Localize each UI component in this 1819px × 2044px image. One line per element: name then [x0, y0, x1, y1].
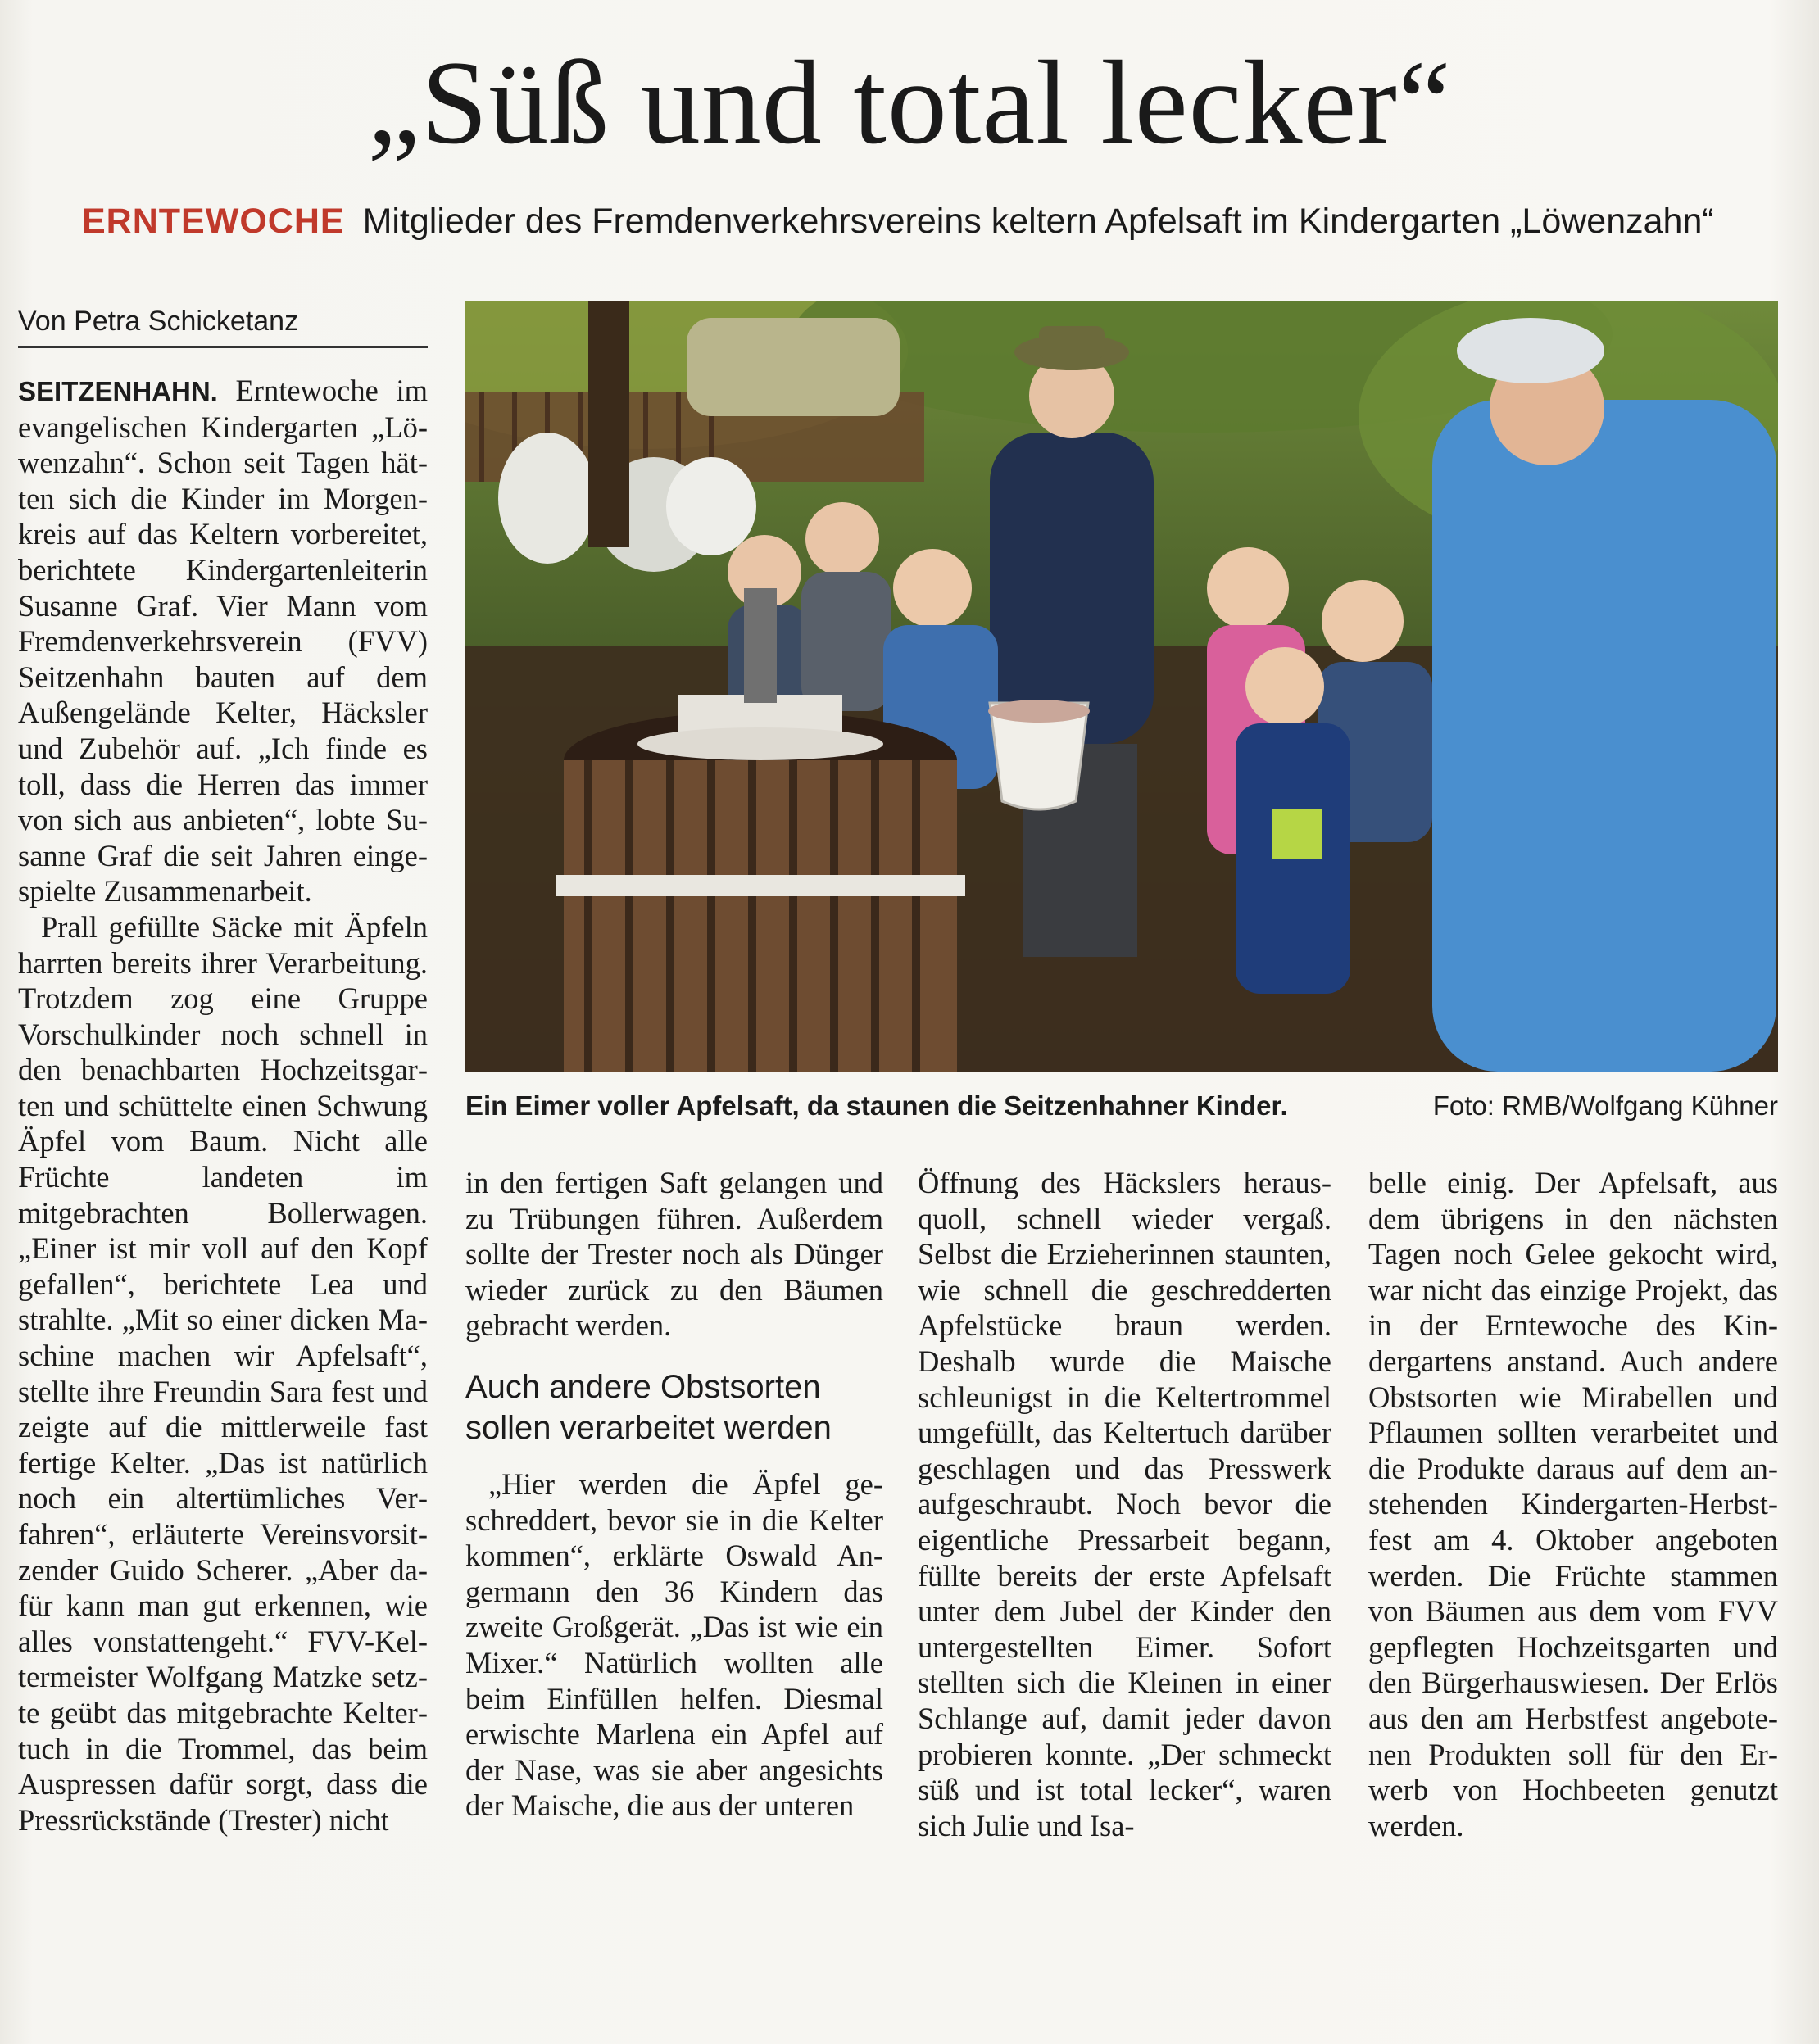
paragraph-1-text: Erntewoche im evangelischen Kindergarten „Löwenzahn“. Schon seit Tagen hätten sich die Kinder im Morgenkreis auf das Keltern vorbereitet, berichtete Kindergartenleiterin Susanne Graf. Vier Mann vom Fremdenverkehrsverein (FVV) Seitzenhahn bauten auf dem Außengelände Kelter, Häcksler und Zubehör auf. „Ich finde es toll, dass die Herren das immer von sich aus anbieten“, lobte Susanne Graf die seit Jahren eingespielte Zusammenarbeit.	[18, 374, 428, 909]
sub-headline	[82, 197, 1753, 246]
kicker-label: ERNTEWOCHE	[82, 202, 345, 241]
paragraph-5: Öffnung des Häckslers herausquoll, schnell wieder vergaß. Selbst die Erzieherinnen staunten, wie schnell die geschredderten Apfelstücke braun werden. Deshalb wurde die Maische schleunigst in die Keltertrommel umgefüllt, das Keltertuch darüber geschlagen und das Presswerk aufgeschraubt. Noch bevor die eigentliche Pressarbeit begann, füllte bereits der erste Apfelsaft unter dem Jubel der Kinder den untergestellten Eimer. Sofort stellten sich die Kleinen in einer Schlange auf, damit jeder davon probieren konnte. „Der schmeckt süß und ist total lecker“, waren sich Julie und Isa-	[918, 1166, 1331, 1842]
paragraph-4: „Hier werden die Äpfel geschreddert, bevor sie in die Kelter kommen“, erklärte Oswald Angermann den 36 Kindern das zweite Großgerät. „Das ist wie ein Mixer.“ Natürlich wollten alle beim Einfüllen helfen. Diesmal erwischte Marlena ein Apfel auf der Nase, was sie aber angesichts der Maische, die aus der unteren	[465, 1466, 883, 1823]
photo-credit: Foto: RMB/Wolfgang Kühner	[1432, 1090, 1778, 1121]
byline: Von Petra Schicketanz	[18, 303, 428, 348]
headline: „Süß und total lecker“	[367, 36, 1452, 169]
dateline: SEITZENHAHN.	[18, 376, 218, 406]
article-column-4	[1368, 1165, 1778, 1843]
article-photo	[465, 301, 1778, 1072]
article-column-2	[465, 1165, 883, 1824]
article-column-3	[918, 1165, 1331, 1843]
paragraph-1	[18, 373, 428, 909]
paragraph-3: in den fertigen Saft gelangen und zu Trübungen führen. Außerdem sollte der Trester noch als Dünger wieder zurück zu den Bäumen gebracht werden.	[465, 1166, 883, 1343]
deck-text: Mitglieder des Fremdenverkehrsvereins keltern Apfelsaft im Kindergarten „Löwenzahn“	[362, 202, 1714, 241]
subheading: Auch andere Obstsorten sollen verarbeitet werden	[465, 1368, 832, 1446]
paragraph-6: belle einig. Der Apfelsaft, aus dem übrigens in den nächsten Tagen noch Gelee gekocht wird, war nicht das einzige Projekt, das in der Erntewoche des Kindergartens anstand. Auch andere Obstsorten wie Mirabellen und Pflaumen sollten verarbeitet und die Produkte daraus auf dem anstehenden Kindergarten-Herbstfest am 4. Oktober angeboten werden. Die Früchte stammen von Bäumen aus dem vom FVV gepflegten Hochzeitsgarten und den Bürgerhauswiesen. Der Erlös aus den am Herbstfest angebotenen Produkten soll für den Erwerb von Hochbeeten genutzt werden.	[1368, 1166, 1778, 1842]
photo-caption: Ein Eimer voller Apfelsaft, da staunen die Seitzenhahner Kinder.	[465, 1090, 1288, 1121]
photo-illustration	[465, 301, 1778, 1072]
paragraph-2: Prall gefüllte Säcke mit Äpfeln harrten bereits ihrer Verarbeitung. Trotzdem zog eine Gruppe Vorschulkinder noch schnell in den benachbarten Hochzeitsgarten und schüttelte einen Schwung Äpfel vom Baum. Nicht alle Früchte landeten im mitgebrachten Bollerwagen. „Einer ist mir voll auf den Kopf gefallen“, berichtete Lea und strahlte. „Mit so einer dicken Maschine machen wir Apfelsaft“, stellte ihre Freundin Sara fest und zeigte auf die mittlerweile fast fertige Kelter. „Das ist natürlich noch ein altertümliches Verfahren“, erläuterte Vereinsvorsitzender Guido Scherer. „Aber dafür kann man gut erkennen, wie alles vonstattengeht.“ FVV-Keltermeister Wolfgang Matzke setzte geübt das mitgebrachte Keltertuch in die Trommel, das beim Auspressen dafür sorgt, dass die Pressrückstände (Trester) nicht	[18, 909, 428, 1837]
article-column-1	[18, 373, 428, 1838]
